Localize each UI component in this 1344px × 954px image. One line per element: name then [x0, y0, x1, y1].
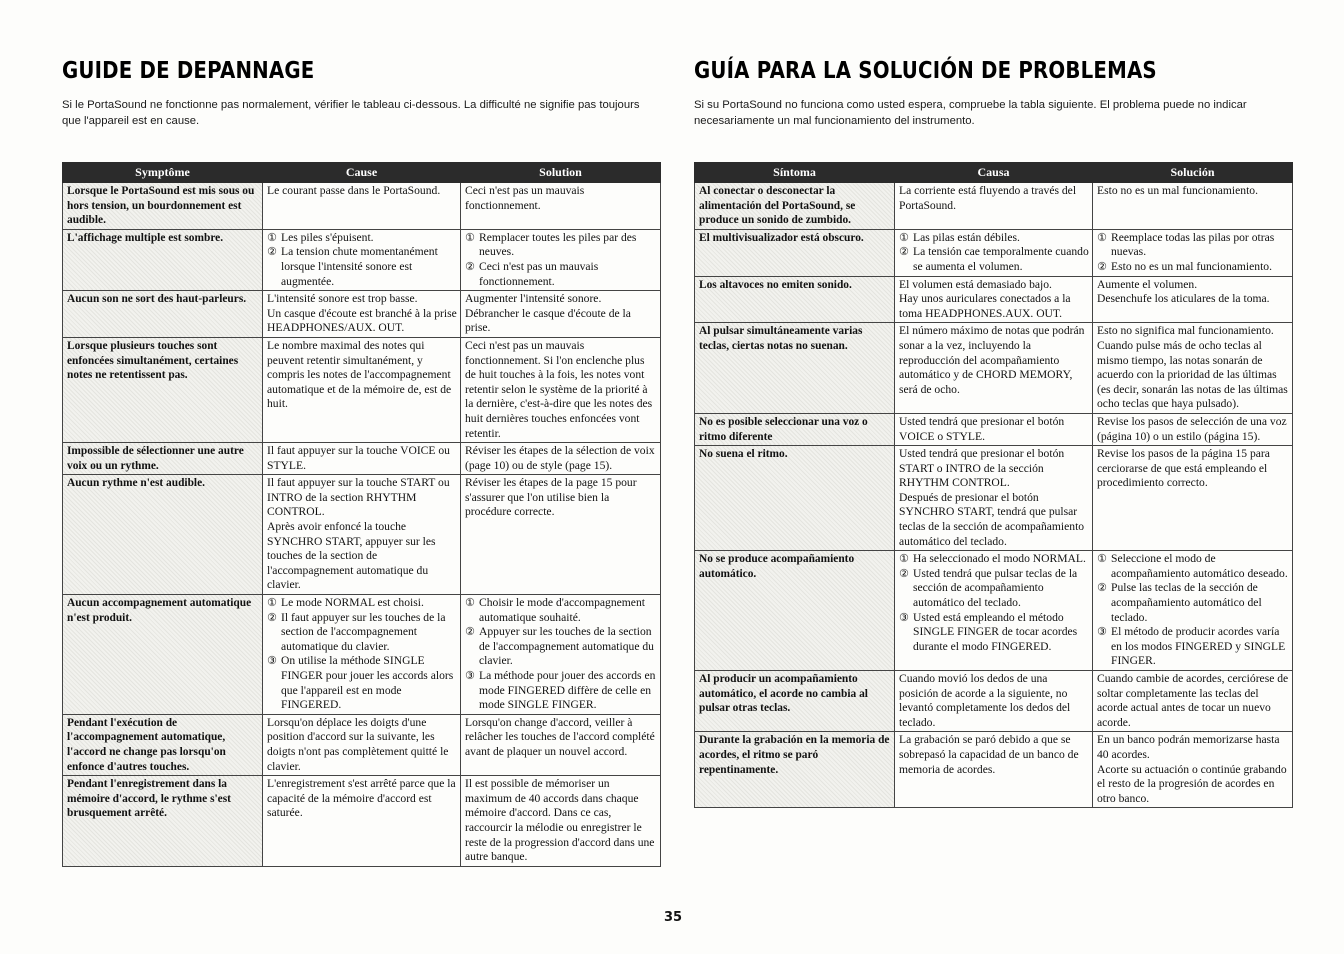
- table-row: [63, 475, 661, 595]
- item-text: La méthode pour jouer des accords en mode FINGERED diffère de celle en mode SINGLE FINGER.: [479, 669, 656, 712]
- cause-cell: [263, 714, 461, 775]
- symptom-cell: Al producir un acompañamiento automático, el acorde no cambia al pulsar otras teclas.: [695, 671, 895, 732]
- cause-text: Usted tendrá que presionar el botón VOICE o STYLE.: [899, 414, 1065, 443]
- solution-cell: [1093, 446, 1293, 551]
- item-text: Las pilas están débiles.: [913, 230, 1020, 244]
- header-solution: Solution: [461, 163, 661, 183]
- table-row: [695, 229, 1293, 276]
- item-number: ③: [267, 654, 277, 668]
- item-text: Ceci n'est pas un mauvais fonctionnement.: [479, 259, 599, 288]
- solution-text: Lorsqu'on change d'accord, veiller à relâcher les touches de l'accord complété avant de plaquer un nouvel accord.: [465, 715, 655, 758]
- solution-numbered-item: [1097, 552, 1289, 581]
- solution-cell: [461, 714, 661, 775]
- cause-text: La grabación se paró debido a que se sobrepasó la capacidad de un banco de memoria de acordes.: [899, 733, 1079, 776]
- cause-text: Usted tendrá que presionar el botón START o INTRO de la sección RHYTHM CONTROL.: [899, 447, 1065, 490]
- cause-text: Después de presionar el botón SYNCHRO START, tendrá que pulsar teclas de la sección de acompañamiento automático del teclado.: [899, 490, 1085, 548]
- cause-text: Le nombre maximal des notes qui peuvent retentir simultanément, y compris les notes de l'accompagnement automatique et de la mémoire de, est de huit.: [267, 338, 452, 411]
- item-number: ①: [267, 230, 277, 244]
- item-number: ②: [1097, 581, 1107, 595]
- table-row: [695, 732, 1293, 808]
- item-text: Le mode NORMAL est choisi.: [281, 596, 424, 610]
- solution-cell: [1093, 276, 1293, 323]
- symptom-cell: Lorsque plusieurs touches sont enfoncées simultanément, certaines notes ne retentissent pas.: [63, 337, 263, 442]
- solution-text: Aumente el volumen.: [1097, 277, 1198, 291]
- item-number: ②: [465, 625, 475, 639]
- cause-cell: [895, 446, 1093, 551]
- cause-cell: [263, 443, 461, 475]
- table-row: [695, 276, 1293, 323]
- symptom-cell: Lorsque le PortaSound est mis sous ou hors tension, un bourdonnement est audible.: [63, 183, 263, 230]
- table-row: [63, 714, 661, 775]
- item-text: Les piles s'épuisent.: [281, 230, 374, 244]
- solution-cell: [461, 443, 661, 475]
- item-text: Appuyer sur les touches de la section de l'accompagnement automatique du clavier.: [479, 625, 654, 668]
- symptom-cell: No suena el ritmo.: [695, 446, 895, 551]
- symptom-cell: Los altavoces no emiten sonido.: [695, 276, 895, 323]
- item-text: Seleccione el modo de acompañamiento automático deseado.: [1111, 552, 1288, 580]
- cause-text: La corriente está fluyendo a través del PortaSound.: [899, 184, 1077, 212]
- item-text: Esto no es un mal funcionamiento.: [1111, 259, 1272, 273]
- cause-numbered-item: [267, 231, 457, 246]
- table-row: [63, 595, 661, 715]
- solution-cell: [1093, 183, 1293, 230]
- item-number: ①: [899, 552, 909, 566]
- solution-numbered-item: [1097, 581, 1289, 625]
- item-text: Reemplace todas las pilas por otras nuevas.: [1111, 230, 1275, 259]
- cause-cell: [895, 551, 1093, 671]
- cause-cell: [263, 776, 461, 867]
- cause-cell: [895, 732, 1093, 808]
- solution-text: Débrancher le casque d'écoute de la prise.: [465, 306, 631, 335]
- solution-cell: [461, 475, 661, 595]
- cause-numbered-item: [899, 552, 1089, 567]
- solution-numbered-item: [465, 669, 657, 713]
- cause-numbered-item: [899, 231, 1089, 246]
- solution-numbered-item: [465, 625, 657, 669]
- item-number: ①: [1097, 230, 1107, 244]
- item-number: ①: [899, 230, 909, 244]
- cause-numbered-item: [267, 611, 457, 655]
- table-row: [63, 291, 661, 338]
- item-text: Il faut appuyer sur les touches de la section de l'accompagnement automatique du clavier.: [281, 610, 446, 653]
- cause-cell: [263, 291, 461, 338]
- item-text: La tension chute momentanément lorsque l'intensité sonore est augmentée.: [281, 245, 438, 288]
- solution-numbered-item: [465, 260, 657, 289]
- solution-numbered-item: [465, 231, 657, 260]
- french-intro: Si le PortaSound ne fonctionne pas normalement, vérifier le tableau ci-dessous. La difficulté ne signifie pas toujours que l'appareil est en cause.: [62, 99, 640, 127]
- symptom-cell: El multivisualizador está obscuro.: [695, 229, 895, 276]
- item-number: ③: [899, 610, 909, 624]
- solution-text: Ceci n'est pas un mauvais fonctionnement.: [465, 184, 585, 212]
- spanish-section: [694, 0, 1292, 954]
- solution-cell: [461, 337, 661, 442]
- cause-text: Après avoir enfoncé la touche SYNCHRO START, appuyer sur les touches de la section de l'accompagnement automatique du clavier.: [267, 520, 436, 592]
- cause-text: Lorsqu'on déplace les doigts d'une position d'accord sur la suivante, les doigts n'ont pas complètement quitté le clavier.: [267, 715, 449, 773]
- symptom-cell: No es posible seleccionar una voz o ritmo diferente: [695, 413, 895, 445]
- cause-cell: [263, 337, 461, 442]
- cause-numbered-item: [267, 596, 457, 611]
- header-solution: Solución: [1093, 163, 1293, 183]
- solution-cell: [461, 291, 661, 338]
- symptom-cell: Pendant l'exécution de l'accompagnement automatique, l'accord ne change pas lorsqu'on enfonce d'autres touches.: [63, 714, 263, 775]
- header-symptom: Symptôme: [63, 163, 263, 183]
- spanish-intro: Si su PortaSound no funciona como usted espera, compruebe la tabla siguiente. El problema puede no indicar necesariamente un mal funcionamiento del instrumento.: [694, 99, 1247, 127]
- solution-numbered-item: [465, 596, 657, 625]
- table-row: [695, 413, 1293, 445]
- item-number: ①: [1097, 552, 1107, 566]
- symptom-cell: Aucun accompagnement automatique n'est produit.: [63, 595, 263, 715]
- item-text: Remplacer toutes les piles par des neuves.: [479, 230, 637, 259]
- item-text: On utilise la méthode SINGLE FINGER pour jouer les accords alors que l'appareil est en mode FINGERED.: [281, 654, 454, 712]
- item-number: ③: [1097, 625, 1107, 639]
- item-number: ③: [465, 669, 475, 682]
- item-text: Choisir le mode d'accompagnement automatique souhaité.: [479, 596, 645, 624]
- page-number: 35: [664, 910, 683, 925]
- solution-text: Revise los pasos de la página 15 para cerciorarse de que está empleando el procedimiento correcto.: [1097, 447, 1270, 490]
- solution-text: Revise los pasos de selección de una voz (página 10) o un estilo (página 15).: [1097, 414, 1287, 443]
- table-row: [63, 776, 661, 867]
- cause-cell: [263, 475, 461, 595]
- french-section: [62, 0, 660, 954]
- symptom-cell: Pendant l'enregistrement dans la mémoire d'accord, le rythme s'est brusquement arrêté.: [63, 776, 263, 867]
- cause-cell: [263, 183, 461, 230]
- table-row: [695, 551, 1293, 671]
- solution-text: Ceci n'est pas un mauvais fonctionnement. Si l'on enclenche plus de huit touches à la fois, les notes vont retentir selon le système de la priorité à la dernière, c'est-à-dire que les notes des huit dernières touches enfoncées vont retentir.: [465, 338, 653, 440]
- cause-text: L'intensité sonore est trop basse.: [267, 292, 418, 306]
- solution-cell: [1093, 229, 1293, 276]
- cause-text: El volumen está demasiado bajo.: [899, 277, 1052, 291]
- french-title: GUIDE DE DEPANNAGE: [62, 58, 315, 84]
- solution-numbered-item: [1097, 260, 1289, 275]
- item-text: Usted tendrá que pulsar teclas de la sección de acompañamiento automático del teclado.: [913, 566, 1078, 610]
- table-row: [63, 443, 661, 475]
- table-row: [695, 183, 1293, 230]
- solution-cell: [461, 229, 661, 290]
- cause-text: Hay unos auriculares conectados a la toma HEADPHONES.AUX. OUT.: [899, 292, 1071, 320]
- cause-cell: [263, 229, 461, 290]
- cause-numbered-item: [899, 611, 1089, 655]
- table-row: [63, 183, 661, 230]
- table-row: [63, 229, 661, 290]
- header-symptom: Síntoma: [695, 163, 895, 183]
- solution-numbered-item: [1097, 625, 1289, 669]
- item-text: Usted está empleando el método SINGLE FINGER de tocar acordes durante el modo FINGERED.: [913, 610, 1078, 653]
- french-troubleshooting-table: [62, 162, 661, 867]
- solution-text: Desenchufe los aticulares de la toma.: [1097, 292, 1270, 306]
- solution-cell: [1093, 732, 1293, 808]
- solution-text: Augmenter l'intensité sonore.: [465, 292, 602, 306]
- solution-cell: [461, 776, 661, 867]
- cause-text: Il faut appuyer sur la touche VOICE ou STYLE.: [267, 444, 450, 472]
- cause-cell: [895, 229, 1093, 276]
- solution-cell: [1093, 671, 1293, 732]
- solution-text: Esto no es un mal funcionamiento.: [1097, 184, 1258, 197]
- solution-cell: [461, 595, 661, 715]
- solution-text: Réviser les étapes de la sélection de voix (page 10) ou de style (page 15).: [465, 444, 655, 472]
- solution-text: Esto no significa mal funcionamiento. Cuando pulse más de ocho teclas al mismo tiempo, las notas sonarán de acuerdo con la prioridad de las últimas (es decir, sonarán las notas de las últimas ocho teclas que haya pulsado).: [1097, 324, 1288, 411]
- cause-cell: [895, 183, 1093, 230]
- solution-text: Acorte su actuación o continúe grabando el resto de la progresión de acordes en otro banco.: [1097, 762, 1287, 805]
- table-row: [63, 337, 661, 442]
- cause-text: L'enregistrement s'est arrêté parce que la capacité de la mémoire d'accord est saturée.: [267, 777, 456, 820]
- solution-text: Cuando cambie de acordes, cerciórese de soltar completamente las teclas del acorde actual antes de tocar un nuevo acorde.: [1097, 672, 1289, 729]
- item-text: Ha seleccionado el modo NORMAL.: [913, 552, 1086, 566]
- table-row: [695, 323, 1293, 414]
- cause-text: El número máximo de notas que podrán sonar a la vez, incluyendo la reproducción del acompañamiento automático y de CHORD MEMORY, será de ocho.: [899, 324, 1085, 396]
- cause-numbered-item: [899, 567, 1089, 611]
- table-row: [695, 671, 1293, 732]
- item-number: ①: [465, 230, 475, 244]
- item-number: ②: [267, 245, 277, 259]
- item-text: El método de producir acordes varía en los modos FINGERED y SINGLE FINGER.: [1111, 625, 1286, 668]
- solution-numbered-item: [1097, 231, 1289, 260]
- cause-cell: [895, 276, 1093, 323]
- item-number: ②: [267, 610, 277, 624]
- cause-numbered-item: [267, 654, 457, 712]
- spanish-troubleshooting-table: [694, 162, 1293, 808]
- table-header-row: [695, 163, 1293, 183]
- header-cause: Cause: [263, 163, 461, 183]
- solution-text: Réviser les étapes de la page 15 pour s'assurer que l'on utilise bien la procédure correcte.: [465, 476, 637, 519]
- cause-cell: [263, 595, 461, 715]
- solution-cell: [1093, 323, 1293, 414]
- cause-text: Un casque d'écoute est branché à la prise HEADPHONES/AUX. OUT.: [267, 306, 457, 335]
- table-row: [695, 446, 1293, 551]
- item-text: Pulse las teclas de la sección de acompañamiento automático del teclado.: [1111, 581, 1262, 624]
- symptom-cell: Impossible de sélectionner une autre voix ou un rythme.: [63, 443, 263, 475]
- symptom-cell: Al conectar o desconectar la alimentación del PortaSound, se produce un sonido de zumbido.: [695, 183, 895, 230]
- symptom-cell: Al pulsar simultáneamente varias teclas, ciertas notas no suenan.: [695, 323, 895, 414]
- item-number: ②: [1097, 259, 1107, 273]
- item-number: ①: [465, 596, 475, 610]
- symptom-cell: L'affichage multiple est sombre.: [63, 229, 263, 290]
- solution-cell: [461, 183, 661, 230]
- spanish-title: GUÍA PARA LA SOLUCIÓN DE PROBLEMAS: [694, 58, 1157, 84]
- table-header-row: [63, 163, 661, 183]
- item-number: ②: [899, 245, 909, 259]
- item-number: ②: [465, 259, 475, 273]
- item-text: La tensión cae temporalmente cuando se aumenta el volumen.: [913, 245, 1089, 273]
- item-number: ①: [267, 596, 277, 610]
- cause-text: Il faut appuyer sur la touche START ou INTRO de la section RHYTHM CONTROL.: [267, 476, 450, 519]
- cause-text: Le courant passe dans le PortaSound.: [267, 184, 441, 197]
- symptom-cell: Durante la grabación en la memoria de acordes, el ritmo se paró repentinamente.: [695, 732, 895, 808]
- cause-numbered-item: [899, 245, 1089, 274]
- header-cause: Causa: [895, 163, 1093, 183]
- symptom-cell: No se produce acompañamiento automático.: [695, 551, 895, 671]
- item-number: ②: [899, 566, 909, 580]
- symptom-cell: Aucun son ne sort des haut-parleurs.: [63, 291, 263, 338]
- cause-numbered-item: [267, 245, 457, 289]
- solution-cell: [1093, 551, 1293, 671]
- solution-cell: [1093, 413, 1293, 445]
- symptom-cell: Aucun rythme n'est audible.: [63, 475, 263, 595]
- solution-text: Il est possible de mémoriser un maximum de 40 accords dans chaque mémoire d'accord. Dans ce cas, raccourcir la mélodie ou enregistrer le reste de la progression d'accord dans une autre banque.: [465, 777, 655, 864]
- solution-text: En un banco podrán memorizarse hasta 40 acordes.: [1097, 733, 1280, 761]
- cause-cell: [895, 323, 1093, 414]
- cause-text: Cuando movió los dedos de una posición de acorde a la siguiente, no levantó completamente los dedos del teclado.: [899, 672, 1071, 729]
- cause-cell: [895, 413, 1093, 445]
- cause-cell: [895, 671, 1093, 732]
